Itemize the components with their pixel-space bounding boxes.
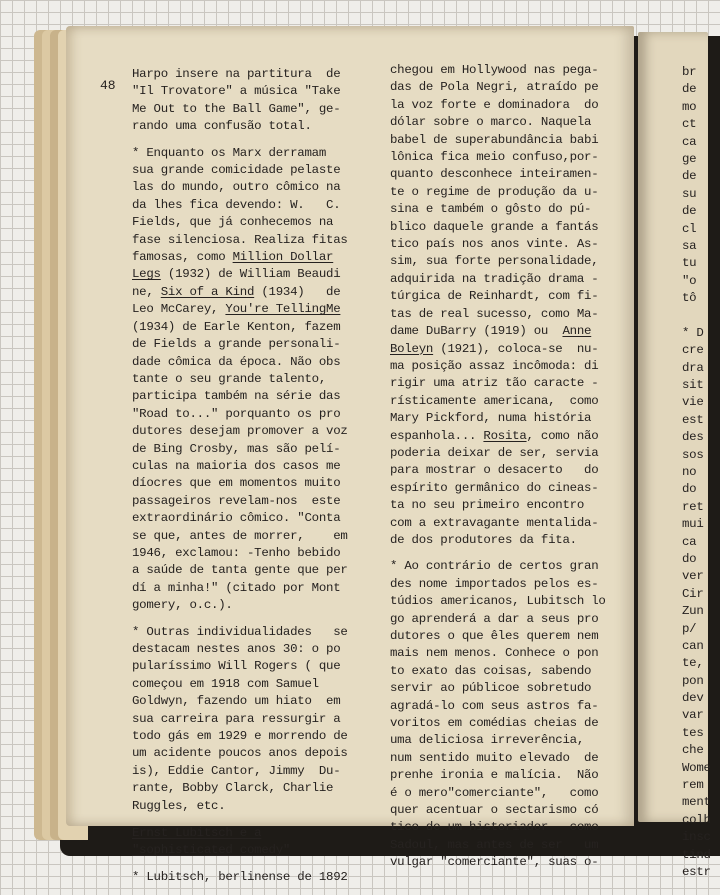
text-run: vulgar "comerciante", suas o- (390, 855, 599, 870)
text-run: famosas, como (132, 250, 233, 265)
fragment-line: che (682, 743, 704, 758)
text-run: todo gás em 1929 e morrendo de (132, 729, 348, 744)
fragment-line: Cir (682, 586, 704, 601)
fragment-line: tes (682, 725, 704, 740)
fragment-line: est (682, 412, 704, 427)
fragment-line: ret (682, 499, 704, 514)
text-run: (1932) de William Beaudi (160, 267, 341, 282)
left-paragraph (132, 66, 382, 136)
text-run: rigir uma atriz tão caracte - (390, 376, 599, 391)
text-run: é o mero"comerciante", como (390, 785, 599, 800)
text-run: sim, sua forte personalidade, (390, 254, 599, 269)
text-run: * Ao contrário de certos gran (390, 559, 599, 574)
fragment-line: tô (682, 291, 697, 306)
text-run: * Lubitsch, berlinense de 1892 (132, 869, 348, 884)
text-run: participa também na série das (132, 389, 341, 404)
fragment-line: de (682, 82, 697, 97)
text-run: dólar sobre o marco. Naquela (390, 115, 592, 130)
text-run: túrgica de Reinhardt, com fi- (390, 289, 599, 304)
text-run: culas na maioria dos casos me (132, 458, 341, 473)
text-run: Me Out to the Ball Game", ge- (132, 101, 341, 116)
text-run: agradá-lo com seus astros fa- (390, 698, 599, 713)
text-run: babel de superabundância babi (390, 132, 599, 147)
fragment-line: te, (682, 656, 704, 671)
text-run: quer acentuar o sectarismo có (390, 803, 599, 818)
fragment-line: rem (682, 778, 704, 793)
text-run: * Enquanto os Marx derramam (132, 145, 327, 160)
text-run: uma deliciosa irreverência, (390, 733, 585, 748)
fragment-line: ment (682, 795, 711, 810)
text-run: dame DuBarry (1919) ou (390, 324, 563, 339)
fragment-line: ver (682, 569, 704, 584)
text-run: tico país nos anos vinte. As- (390, 237, 599, 252)
text-run: rísticamente americana, como (390, 393, 599, 408)
right-paragraph (390, 558, 630, 871)
text-run: de Fields a grande personali- (132, 337, 341, 352)
fragment-line: ct (682, 117, 697, 132)
text-run: se que, antes de morrer, em (132, 528, 348, 543)
fragment-line: dra (682, 360, 704, 375)
text-run: Goldwyn, fazendo um hiato em (132, 694, 341, 709)
film-title: Million Dollar (232, 250, 334, 265)
text-run: Mary Pickford, numa história (390, 411, 592, 426)
fragment-line: "o (682, 273, 697, 288)
text-run: ma posição assaz incômoda: di (390, 358, 599, 373)
text-run: passageiros revelam-nos este (132, 493, 341, 508)
fragment-line: can (682, 638, 704, 653)
text-run: dutores o que êles querem nem (390, 629, 599, 643)
fragment-line: ge (682, 151, 697, 166)
text-run: sua carreira para ressurgir a (132, 711, 341, 726)
text-run: , como não (526, 428, 599, 443)
text-run: Fields, que já conhecemos na (132, 215, 334, 230)
page-number: 48 (100, 78, 116, 93)
fragment-line: tu (682, 256, 697, 271)
text-run: extraordinário cômico. "Conta (132, 511, 341, 526)
fragment-line: do (682, 482, 697, 497)
fragment-line: su (682, 186, 697, 201)
fragment-line: estr (682, 864, 711, 879)
text-run: voritos em comédias cheias de (390, 716, 599, 731)
fragment-line: pon (682, 673, 704, 688)
fragment-line: sos (682, 447, 704, 462)
left-paragraph (132, 624, 382, 815)
text-run: des nome importados pelos es- (390, 576, 599, 591)
text-run: poderia deixar de ser, servia (390, 445, 599, 460)
text-run: mais nem menos. Conhece o pon (390, 646, 599, 661)
text-run: para mostrar o desacerto do (390, 463, 599, 478)
text-run: is), Eddie Cantor, Jimmy Du- (132, 763, 341, 778)
text-run: tico de um historiador como (390, 820, 599, 835)
text-run: ta no seu primeiro encontro (390, 498, 585, 513)
text-run: dí a minha!" (citado por Mont (132, 580, 341, 595)
fragment-line: no (682, 464, 697, 479)
text-run: pularíssimo Will Rogers ( que (132, 659, 341, 674)
text-run: começou em 1918 com Samuel (132, 676, 319, 691)
fragment-line: des (682, 430, 704, 445)
right-paragraph (390, 62, 630, 549)
fragment-line: * D (682, 325, 704, 340)
text-run: espírito germânico do cineas- (390, 480, 599, 495)
film-title: Six of a Kind (160, 284, 255, 299)
fragment-line: mui (682, 517, 704, 532)
text-run: túdios americanos, Lubitsch lo (390, 594, 606, 609)
text-run: rante, Bobby Clarck, Charlie (132, 781, 334, 796)
fragment-line: Zun (682, 604, 704, 619)
text-run: "Road to..." porquanto os pro (132, 406, 341, 421)
text-run: Leo McCarey, (132, 302, 226, 317)
text-run: a saúde de tanta gente que per (132, 563, 348, 578)
text-run: Sadoul, mas antes de ser um (390, 837, 599, 852)
text-run: (1934) de (254, 284, 341, 299)
fragment-line: sit (682, 378, 704, 393)
text-run: adquirida na tradição drama - (390, 271, 599, 286)
text-run: Ruggles, etc. (132, 798, 226, 813)
text-run: da lhes fica devendo: W. C. (132, 197, 341, 212)
text-run: servir ao públicoe sobretudo (390, 681, 592, 696)
text-run: dutores desejam promover a voz (132, 424, 348, 439)
text-run: um acidente poucos anos depois (132, 746, 348, 761)
fragment-line: mo (682, 99, 697, 114)
text-run: las do mundo, outro cômico na (132, 180, 341, 195)
fragment-line: p/ (682, 621, 697, 636)
text-run: das de Pola Negri, atraído pe (390, 80, 599, 95)
text-run: tante o seu grande talento, (132, 371, 327, 386)
fragment-line: insc (682, 830, 711, 845)
left-column (132, 66, 382, 895)
fragment-line: vie (682, 395, 704, 410)
fragment-line: ca (682, 134, 697, 149)
text-run: rando uma confusão total. (132, 119, 312, 134)
film-title: Rosita (483, 428, 527, 443)
fragment-line: tind (682, 847, 711, 862)
text-run: 1946, exclamou: -Tenho bebido (132, 545, 341, 560)
film-title: Legs (132, 267, 161, 282)
text-run: Harpo insere na partitura de (132, 67, 341, 81)
film-title: Ernst Lubitsch e a (132, 826, 262, 841)
film-title: Boleyn (390, 341, 434, 356)
fragment-line: do (682, 551, 697, 566)
text-run: quanto desconhece inteiramen- (390, 167, 599, 182)
text-run: destacam nestes anos 30: o po (132, 642, 341, 656)
fragment-line: de (682, 169, 697, 184)
text-run: (1921), coloca-se nu- (433, 341, 599, 356)
text-run: com a extravagante mentalida- (390, 515, 599, 530)
text-run: espanhola... (390, 428, 484, 443)
right-column (390, 62, 630, 881)
fragment-line: de (682, 204, 697, 219)
text-run: de Bing Crosby, mas são pelí- (132, 441, 341, 456)
text-run: fase silenciosa. Realiza fitas (132, 232, 348, 247)
film-title: "sophisticated comedy" (132, 843, 291, 858)
film-title: You're TellingMe (225, 302, 341, 317)
fragment-line: var (682, 708, 704, 723)
film-title: Anne (562, 324, 592, 339)
text-run: chegou em Hollywood nas pega- (390, 63, 599, 77)
fragment-line (682, 307, 700, 324)
text-run: sua grande comicidade pelaste (132, 163, 341, 178)
text-run: de dos produtores da fita. (390, 532, 577, 547)
fragment-line: colh (682, 812, 711, 827)
text-run: to exato das coisas, sabendo (390, 663, 592, 678)
fragment-line: Wome (682, 760, 711, 775)
text-run: tas de real sucesso, como Ma- (390, 306, 599, 321)
left-paragraph (132, 825, 382, 860)
text-run: blico daquele grande a fantás (390, 219, 599, 234)
text-run: la voz forte e dominadora do (390, 97, 599, 112)
text-run: prenhe ironia e malícia. Não (390, 768, 599, 783)
fragment-line: sa (682, 238, 697, 253)
text-run: (1934) de Earle Kenton, fazem (132, 319, 341, 334)
text-run: "Il Trovatore" a música "Take (132, 84, 341, 99)
left-paragraph (132, 869, 382, 886)
facing-page-fragments (682, 64, 711, 881)
text-run: ne, (132, 284, 161, 299)
text-run: gomery, o.c.). (132, 598, 233, 613)
text-run: sina e também o gôsto do pú- (390, 202, 592, 217)
fragment-line: cl (682, 221, 697, 236)
text-run: lônica fica meio confuso,por- (390, 150, 599, 165)
text-run: te o regime de produção da u- (390, 184, 599, 199)
fragment-line: cre (682, 343, 704, 358)
text-run: dade cômica da época. Não obs (132, 354, 341, 369)
text-run: díocres que em momentos muito (132, 476, 341, 491)
fragment-line: br (682, 65, 697, 79)
fragment-line: ca (682, 534, 697, 549)
text-run: go aprenderá a dar a seus pro (390, 611, 599, 626)
text-run: * Outras individualidades se (132, 624, 348, 639)
fragment-line: dev (682, 691, 704, 706)
left-paragraph (132, 145, 382, 615)
text-run: num sentido muito elevado de (390, 750, 599, 765)
